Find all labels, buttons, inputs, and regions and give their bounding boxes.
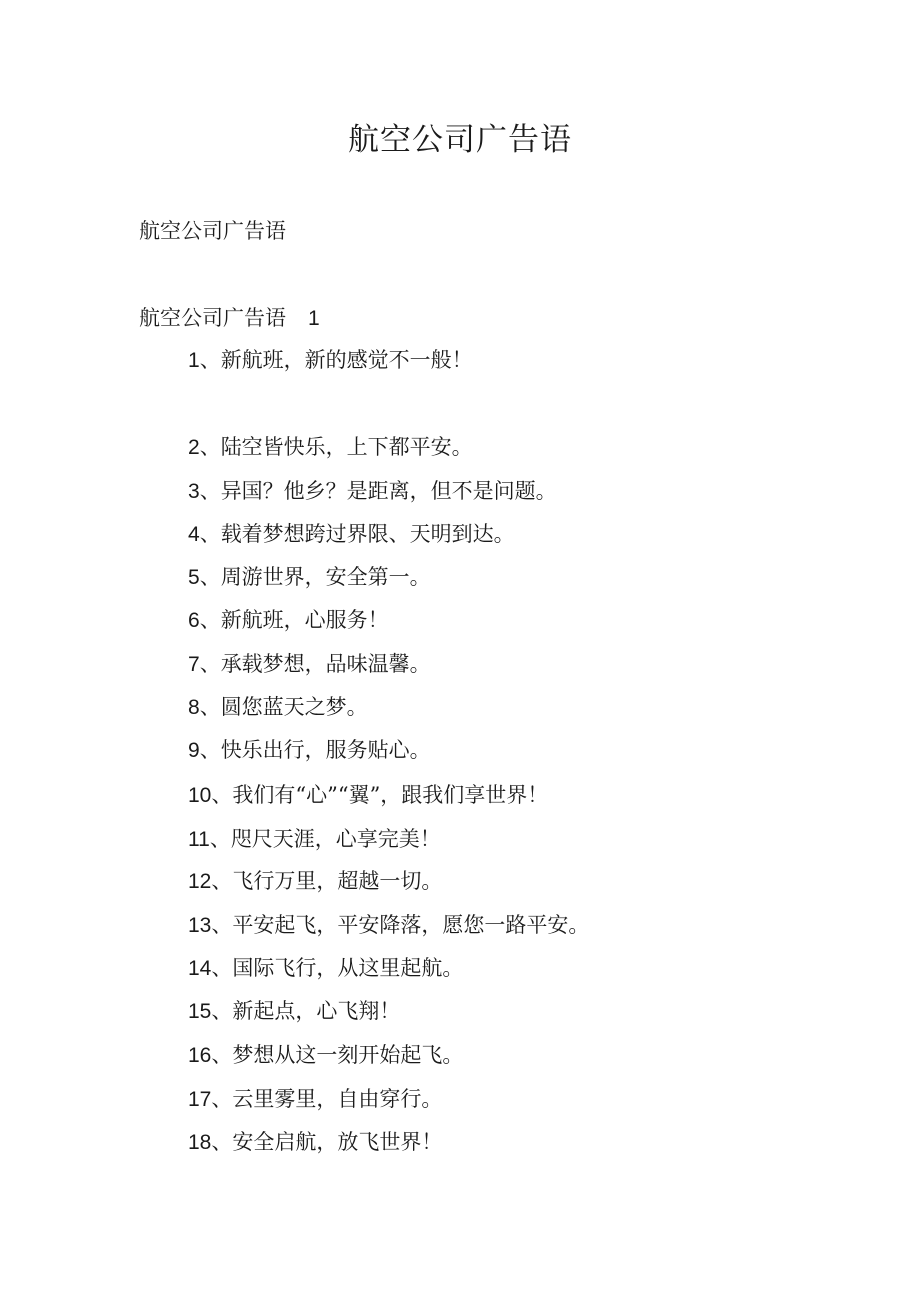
list-item-separator: 、 [199, 435, 221, 459]
list-item-text: 异国？他乡？是距离，但不是问题。 [220, 479, 557, 503]
list-item-separator: 、 [199, 522, 221, 546]
list-item-separator: 、 [199, 652, 221, 676]
list-item-separator: 、 [211, 1087, 233, 1111]
list-item-separator: 、 [211, 999, 233, 1023]
list-item-number: 5 [188, 566, 200, 589]
section-number: 1 [308, 307, 320, 330]
list-item-text: 载着梦想跨过界限、天明到达。 [220, 522, 515, 546]
list-item-text: 云里雾里，自由穿行。 [232, 1087, 443, 1111]
list-item [188, 780, 548, 811]
list-item-separator: 、 [199, 565, 221, 589]
list-item [188, 996, 400, 1027]
list-item-number: 13 [188, 914, 212, 937]
list-item [188, 953, 463, 984]
list-item-text: 安全启航，放飞世界！ [232, 1130, 443, 1154]
list-item-number: 9 [188, 739, 200, 762]
list-item [188, 824, 441, 855]
list-item [188, 735, 431, 766]
list-item [188, 1084, 442, 1115]
list-item [188, 910, 589, 941]
list-item-number: 3 [188, 480, 200, 503]
list-item [188, 1040, 463, 1071]
list-item-text: 周游世界，安全第一。 [220, 565, 431, 589]
list-item-number: 15 [188, 1000, 212, 1023]
list-item-separator: 、 [199, 348, 221, 372]
section-heading [139, 303, 320, 334]
document-subtitle: 航空公司广告语 [139, 219, 286, 243]
list-item-separator: 、 [199, 738, 221, 762]
list-item-text: 新航班，新的感觉不一般！ [220, 348, 473, 372]
list-item-separator: 、 [211, 783, 233, 807]
list-item-separator: 、 [211, 956, 233, 980]
list-item-text: 飞行万里，超越一切。 [232, 869, 443, 893]
list-item [188, 519, 515, 550]
list-item-text: 平安起飞，平安降落，愿您一路平安。 [232, 913, 590, 937]
list-item-text: 我们有“心”“翼”，跟我们享世界！ [232, 783, 549, 807]
list-item-separator: 、 [209, 827, 231, 851]
list-item-text: 梦想从这一刻开始起飞。 [232, 1043, 464, 1067]
list-item-text: 快乐出行，服务贴心。 [220, 738, 431, 762]
list-item-text: 新航班，心服务！ [220, 608, 389, 632]
list-item-number: 11 [188, 828, 210, 851]
list-item [188, 476, 557, 507]
list-item-text: 圆您蓝天之梦。 [220, 695, 368, 719]
list-item-separator: 、 [211, 1130, 233, 1154]
list-item-separator: 、 [199, 479, 221, 503]
list-item-text: 承载梦想，品味温馨。 [220, 652, 431, 676]
list-item [188, 649, 431, 680]
list-item-separator: 、 [211, 913, 233, 937]
list-item-number: 17 [188, 1088, 212, 1111]
list-item-number: 7 [188, 653, 200, 676]
list-item-text: 陆空皆快乐，上下都平安。 [220, 435, 473, 459]
list-item [188, 432, 473, 463]
list-item [188, 345, 473, 376]
list-item-text: 新起点，心飞翔！ [232, 999, 401, 1023]
list-item-number: 14 [188, 957, 212, 980]
document-title: 航空公司广告语 [348, 122, 572, 158]
list-item-number: 6 [188, 609, 200, 632]
list-item-separator: 、 [199, 695, 221, 719]
list-item [188, 605, 389, 636]
list-item-number: 12 [188, 870, 212, 893]
list-item [188, 1127, 442, 1158]
list-item-number: 2 [188, 436, 200, 459]
list-item-separator: 、 [199, 608, 221, 632]
list-item [188, 562, 431, 593]
list-item-number: 18 [188, 1131, 212, 1154]
list-item-text: 国际飞行，从这里起航。 [232, 956, 464, 980]
list-item-text: 咫尺天涯，心享完美！ [230, 827, 441, 851]
list-item [188, 692, 368, 723]
list-item-number: 10 [188, 784, 212, 807]
section-heading-text: 航空公司广告语 [139, 306, 286, 330]
list-item-number: 4 [188, 523, 200, 546]
list-item-number: 16 [188, 1044, 212, 1067]
list-item-separator: 、 [211, 1043, 233, 1067]
list-item [188, 866, 442, 897]
list-item-separator: 、 [211, 869, 233, 893]
list-item-number: 8 [188, 696, 200, 719]
list-item-number: 1 [188, 349, 200, 372]
